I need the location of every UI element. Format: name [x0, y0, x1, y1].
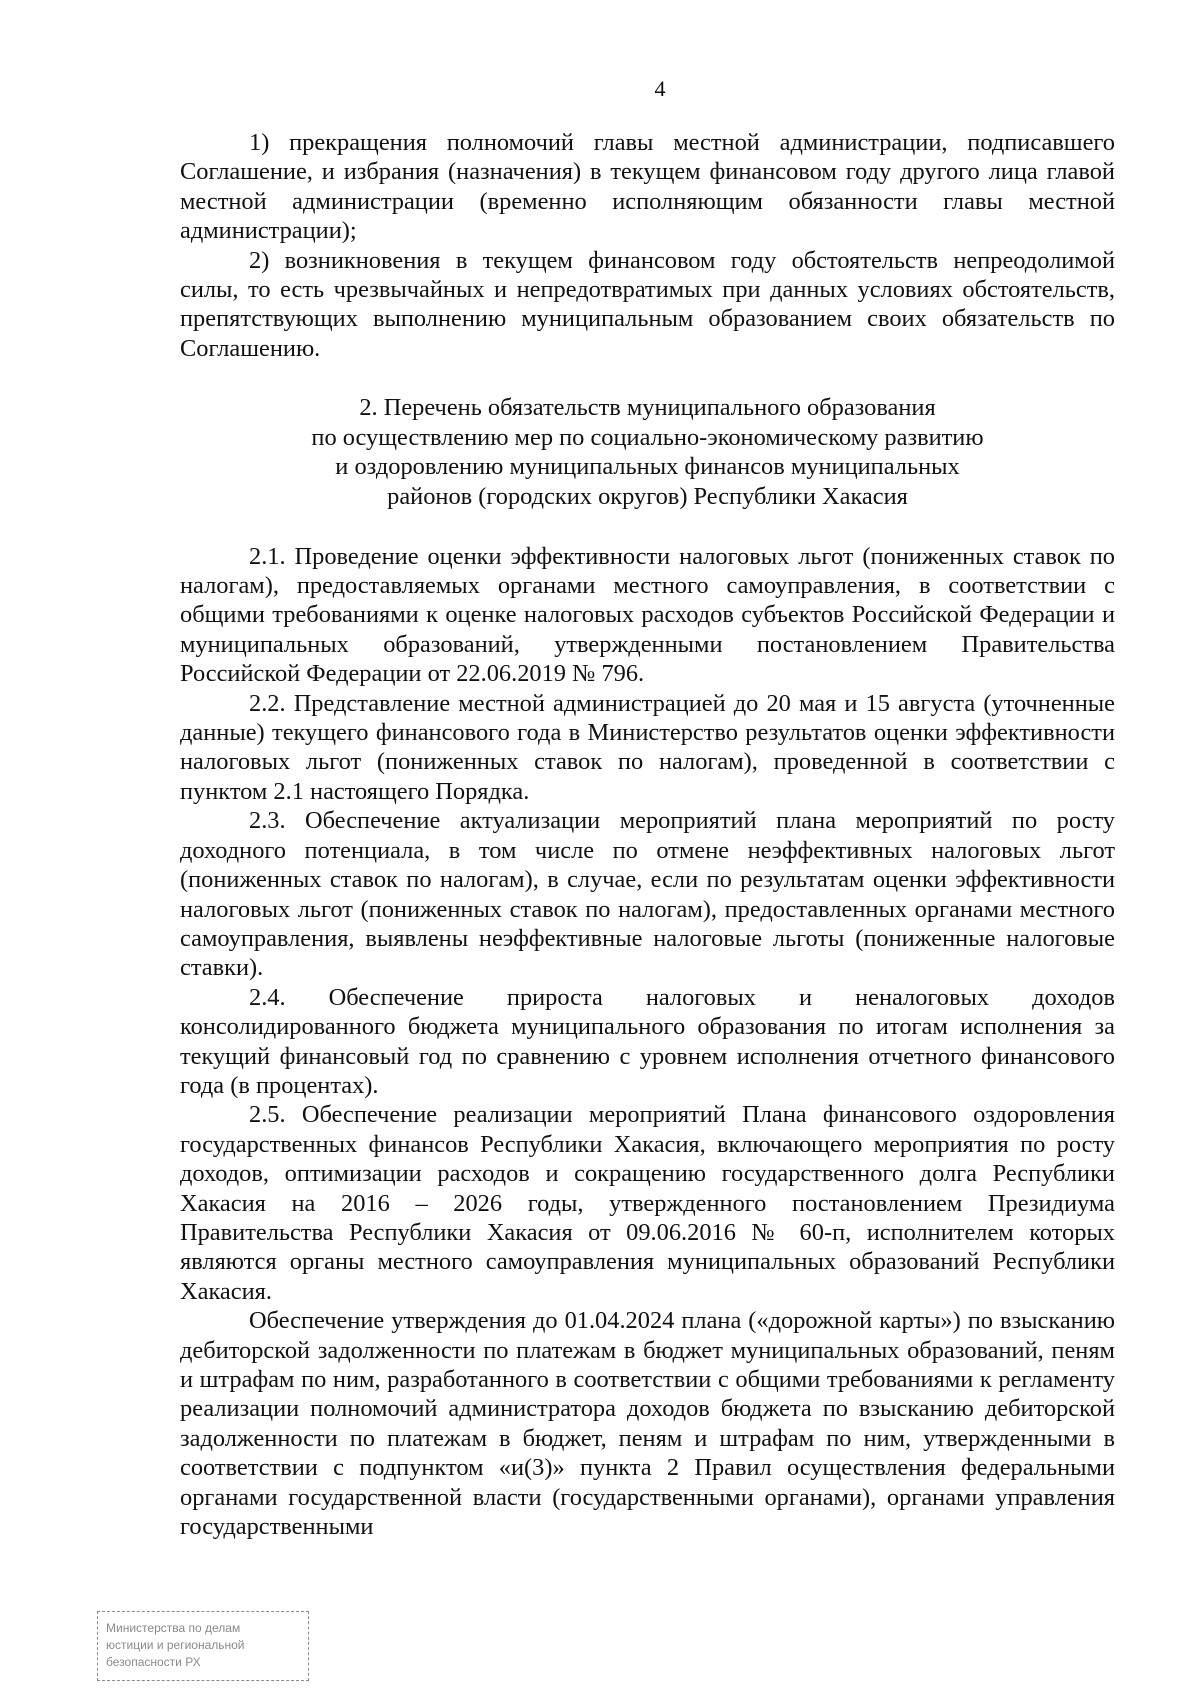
section-heading: [180, 393, 1115, 511]
paragraph-2-2: 2.2. Представление местной администрацией до 20 мая и 15 августа (уточненные данные) текущего финансового года в Министерство результатов оценки эффективности налоговых льгот (пониженных ставок по налогам), проведенной в соответствии с пунктом 2.1 настоящего Порядка.: [180, 689, 1115, 805]
heading-line: районов (городских округов) Республики Хакасия: [387, 483, 908, 511]
heading-line: и оздоровлению муниципальных финансов муниципальных: [335, 453, 960, 481]
heading-line: 2. Перечень обязательств муниципального образования: [359, 394, 936, 422]
stamp-line: Министерства по делам: [106, 1621, 241, 1635]
paragraph-2-3: 2.3. Обеспечение актуализации мероприятий плана мероприятий по росту доходного потенциала, в том числе по отмене неэффективных налоговых льгот (пониженных ставок по налогам), в случае, если по результатам оценки эффективности налоговых льгот (пониженных ставок по налогам), предоставленных органами местного самоуправления, выявлены неэффективные налоговые льготы (пониженные налоговые ставки).: [180, 807, 1115, 982]
paragraph-2-5-continued: Обеспечение утверждения до 01.04.2024 плана («дорожной карты») по взысканию дебиторской задолженности по платежам в бюджет муниципальных образований, пеням и штрафам по ним, разработанного в соответствии с общими требованиями к регламенту реализации полномочий администратора доходов бюджета по взысканию дебиторской задолженности по платежам в бюджет, пеням и штрафам по ним, утвержденными в соответствии с подпунктом «и(3)» пункта 2 Правил осуществления федеральными органами государственной власти (государственными органами), органами управления государственными: [180, 1307, 1115, 1541]
paragraph-item-1: 1) прекращения полномочий главы местной администрации, подписавшего Соглашение, и избрания (назначения) в текущем финансовом году другого лица главой местной администрации (временно исполняющим обязанности главы местной администрации);: [180, 129, 1115, 245]
heading-line: по осуществлению мер по социально-экономическому развитию: [311, 423, 984, 451]
paragraph-2-5: 2.5. Обеспечение реализации мероприятий Плана финансового оздоровления государственных финансов Республики Хакасия, включающего мероприятия по росту доходов, оптимизации расходов и сокращению государственного долга Республики Хакасия на 2016 – 2026 годы, утвержденного постановлением Президиума Правительства Республики Хакасия от 09.06.2016 № 60-п, исполнителем которых являются органы местного самоуправления муниципальных образований Республики Хакасия.: [180, 1101, 1115, 1305]
stamp-line: юстиции и региональной: [106, 1638, 245, 1652]
registration-stamp: [97, 1611, 309, 1681]
paragraph-item-2: 2) возникновения в текущем финансовом году обстоятельств непреодолимой силы, то есть чрезвычайных и непредотвратимых при данных условиях обстоятельств, препятствующих выполнению муниципальным образованием своих обязательств по Соглашению.: [180, 246, 1115, 362]
document-body: [180, 128, 1115, 1541]
stamp-line: безопасности РХ: [106, 1655, 201, 1669]
paragraph-2-1: 2.1. Проведение оценки эффективности налоговых льгот (пониженных ставок по налогам), предоставляемых органами местного самоуправления, в соответствии с общими требованиями к оценке налоговых расходов субъектов Российской Федерации и муниципальных образований, утвержденными постановлением Правительства Российской Федерации от 22.06.2019 № 796.: [180, 542, 1115, 688]
page-number: 4: [654, 76, 666, 101]
paragraph-2-4: 2.4. Обеспечение прироста налоговых и неналоговых доходов консолидированного бюджета муниципального образования по итогам исполнения за текущий финансовый год по сравнению с уровнем исполнения отчетного финансового года (в процентах).: [180, 983, 1115, 1099]
